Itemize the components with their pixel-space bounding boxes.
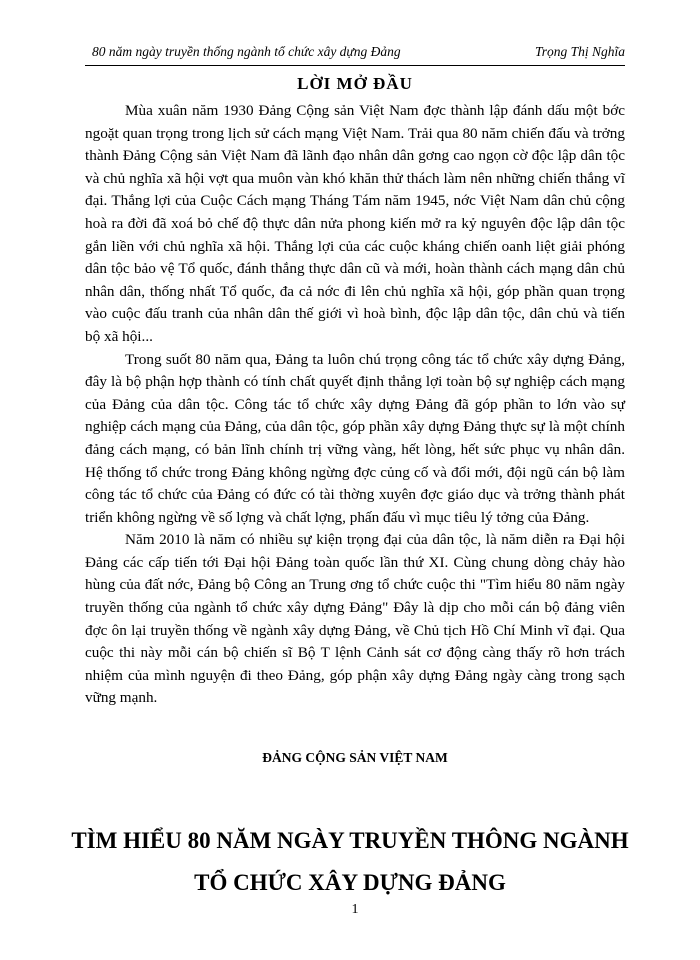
main-title-line: TÌM HIỂU 80 NĂM NGÀY TRUYỀN THÔNG NGÀNH <box>71 828 629 853</box>
paragraph: Năm 2010 là năm có nhiều sự kiện trọng đại của dân tộc, là năm diễn ra Đại hội Đảng các cấp tiến tới Đại hội Đảng toàn quốc lần thứ XI. Cùng chung dòng chảy hào hùng của đất nớc, Đảng bộ Công an Trung ơng tổ chức cuộc thi "Tìm hiểu 80 năm ngày truyền thống của ngành tổ chức xây dựng Đảng" Đây là dịp cho mỗi cán bộ đảng viên đợc ôn lại truyền thống về ngành xây dựng Đảng, về Chủ tịch Hồ Chí Minh vĩ đại. Qua cuộc thi này mỗi cán bộ chiến sĩ Bộ T lệnh Cảnh sát cơ động càng thấy rõ hơn trách nhiệm của mình nguyện đi theo Đảng, góp phận xây dựng Đảng ngày càng trong sạch vững mạnh. <box>85 531 625 707</box>
paragraph: Mùa xuân năm 1930 Đảng Cộng sản Việt Nam đợc thành lập đánh dấu một bớc ngoặt quan trọng trong lịch sử cách mạng Việt Nam. Trải qua 80 năm chiến đấu và trởng thành Đảng Cộng sản Việt Nam đã lãnh đạo nhân dân gơng cao ngọn cờ độc lập dân tộc và chủ nghĩa xã hội vợt qua muôn vàn khó khăn thử thách làm nên những chiến thắng vĩ đại. Thắng lợi của Cuộc Cách mạng Tháng Tám năm 1945, nớc Việt Nam dân chủ cộng hoà ra đời đã xoá bỏ chế độ thực dân nửa phong kiến mở ra kỷ nguyên độc lập dân tộc gắn liền với chủ nghĩa xã hội. Thắng lợi của các cuộc kháng chiến oanh liệt giải phóng dân tộc bảo vệ Tổ quốc, đánh thắng thực dân cũ và mới, hoàn thành cách mạng dân chủ nhân dân, thống nhất Tổ quốc, đa cả nớc đi lên chủ nghĩa xã hội, góp phần quan trọng vào cuộc đấu tranh của nhân dân thế giới vì hoà bình, độc lập dân tộc, dân chủ và tiến bộ xã hội... <box>85 102 625 345</box>
main-title-line: TỔ CHỨC XÂY DỰNG ĐẢNG <box>194 870 506 895</box>
page-header <box>85 39 625 66</box>
page-number: 1 <box>351 902 359 917</box>
header-document-title: 80 năm ngày truyền thống ngành tổ chức xây dựng Đảng <box>92 44 401 59</box>
body-text <box>85 100 625 710</box>
header-author: Trọng Thị Nghĩa <box>534 44 625 59</box>
paragraph: Trong suốt 80 năm qua, Đảng ta luôn chú trọng công tác tổ chức xây dựng Đảng, đây là bộ phận hợp thành có tính chất quyết định thắng lợi toàn bộ sự nghiệp cách mạng của Đảng của dân tộc. Công tác tổ chức xây dựng Đảng đã góp phần to lớn vào sự nghiệp cách mạng của Đảng, của dân tộc, góp phần xây dựng Đảng thực sự là một chính đảng cách mạng, có bản lĩnh chính trị vững vàng, hết lòng, hết sức phục vụ nhân dân. Hệ thống tổ chức trong Đảng không ngừng đợc củng cố và đổi mới, đội ngũ cán bộ làm công tác tổ chức của Đảng có đức có tài thờng xuyên đợc giáo dục và trởng thành phát triển không ngừng về số lợng và chất lợng, phấn đấu vì mục tiêu lý tởng của Đảng. <box>85 350 625 526</box>
signature: ĐẢNG CỘNG SẢN VIỆT NAM <box>262 750 448 765</box>
section-title: LỜI MỞ ĐẦU <box>297 74 413 93</box>
document-main-title <box>40 820 660 904</box>
